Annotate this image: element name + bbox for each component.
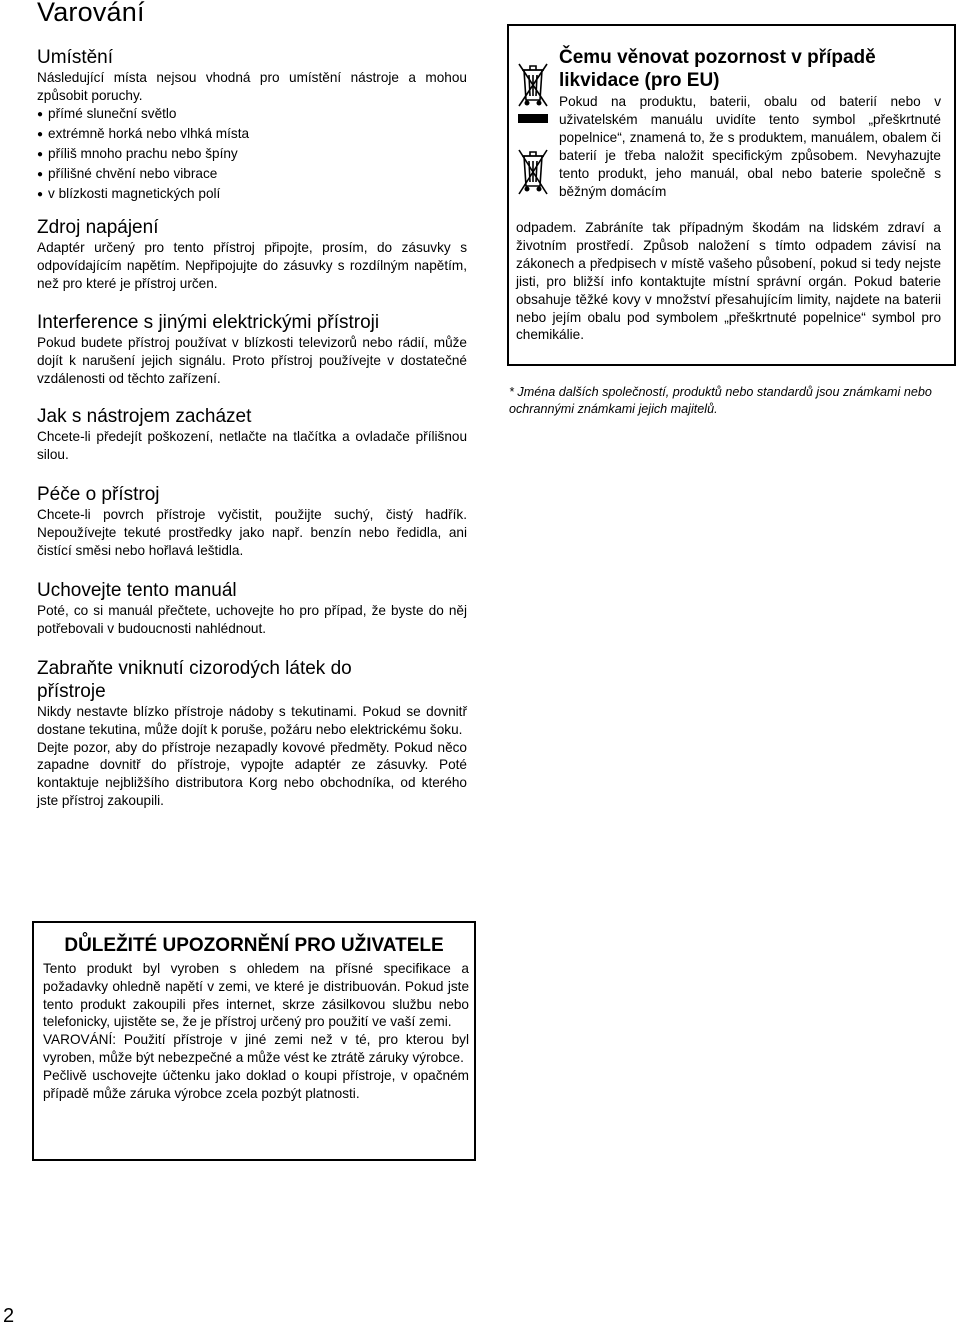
interference-body: Pokud budete přístroj používat v blízkosti televizorů nebo rádií, může dojít k narušení jejich signálu. Proto přístroj používejte v dostatečné vzdálenosti od těchto zařízení.: [37, 335, 467, 386]
page-number: 2: [3, 1305, 15, 1327]
section-handling: [37, 405, 467, 464]
section-title-handling: Jak s nástrojem zacházet: [37, 406, 252, 427]
notice-paragraph-3: Pečlivě uschovejte účtenku jako doklad o koupi přístroje, v opačném případě může záruka výrobce zcela pozbýt platnosti.: [43, 1067, 469, 1101]
notice-body: [43, 960, 469, 1102]
list-item: ● v blízkosti magnetických polí: [37, 185, 467, 205]
page-title: Varování: [37, 0, 145, 27]
keep-manual-body: Poté, co si manuál přečtete, uchovejte ho pro případ, že byste do něj potřebovali v budoucnosti nahlédnout.: [37, 603, 467, 636]
list-item: ● přílišné chvění nebo vibrace: [37, 165, 467, 185]
section-title-keep-manual: Uchovejte tento manuál: [37, 580, 237, 601]
care-body: Chcete-li povrch přístroje vyčistit, použijte suchý, čistý hadřík. Nepoužívejte tekuté prostředky jako např. benzín nebo ředidla, ani čistící směsi nebo hořlavá leštidla.: [37, 507, 467, 558]
notice-paragraph-1: Tento produkt byl vyroben s ohledem na přísné specifikace a požadavky ohledně napětí v zemi, ve které je distribuován. Pokud jste tento produkt zakoupili přes internet, skrze zásilkovou službu nebo telefonicky, ujistěte se, že je přístroj určený pro použití ve vaší zemi.: [43, 961, 469, 1030]
weee-body-top: Pokud na produktu, baterii, obalu od baterií nebo v uživatelském manuálu uvidíte tento symbol „přeškrtnuté popelnice“, znamená to, že s produktem, manuálem, obalem či baterií je třeba naložit specifickým způsobem. Nevyhazujte tento produkt, jeho manuál, obal nebo baterie společně s běžným domácím: [559, 94, 941, 199]
notice-paragraph-2: VAROVÁNÍ: Použití přístroje v jiné zemi než v té, pro kterou byl vyroben, může být nebezpečné a může vést ke ztrátě záruky výrobce.: [43, 1032, 469, 1065]
foreign-matter-body-2: Dejte pozor, aby do přístroje nezapadly kovové předměty. Pokud něco zapadne dovnitř do přístroje, vypojte adaptér ze zásuvky. Poté kontaktuje nejbližšího distributora Korg nebo obchodníka, od kterého jste přístroj zakoupili.: [37, 739, 467, 808]
list-item: ● příliš mnoho prachu nebo špíny: [37, 145, 467, 165]
power-body: Adaptér určený pro tento přístroj připojte, prosím, do zásuvky s odpovídajícím napětím. Nepřipojujte do zásuvky s rozdílným napětím, než pro které je přístroj určen.: [37, 240, 467, 291]
location-list: [37, 105, 467, 205]
location-intro: Následující místa nejsou vhodná pro umístění nástroje a mohou způsobit poruchy.: [37, 70, 467, 103]
section-title-location: Umístění: [37, 47, 114, 68]
trademark-footnote: * Jména dalších společností, produktů nebo standardů jsou známkami nebo ochrannými známkami jejich majitelů.: [509, 385, 932, 416]
weee-body-bottom: odpadem. Zabráníte tak případným škodám na lidském zdraví a životním prostředí. Způsob naložení s tímto odpadem závisí na zákonech a předpisech v místě vašeho působení, pokud si tedy nejste jisti, pro bližší info kontaktujte místní správní orgán. Pokud baterie obsahuje těžké kovy v množství přesahujícím limity, najdete na baterii nebo jejím obalu pod symbolem „přeškrtnuté popelnice“ symbol pro chemikálie.: [516, 220, 941, 343]
section-title-foreign-matter: Zabraňte vniknutí cizorodých látek do přístroje: [37, 658, 352, 702]
section-title-interference: Interference s jinými elektrickými přístroji: [37, 312, 380, 333]
list-item: ● přímé sluneční světlo: [37, 105, 467, 125]
weee-title: Čemu věnovat pozornost v případě likvidace (pro EU): [559, 47, 876, 91]
crossed-out-wheelie-bin-icon: [515, 148, 551, 198]
list-item: ● extrémně horká nebo vlhká místa: [37, 125, 467, 145]
section-title-care: Péče o přístroj: [37, 484, 160, 505]
foreign-matter-body-1: Nikdy nestavte blízko přístroje nádoby s tekutinami. Pokud se dovnitř dostane tekutina, může dojít k poruše, požáru nebo elektrickému šoku.: [37, 704, 467, 737]
section-title-power: Zdroj napájení: [37, 217, 159, 238]
notice-title: DŮLEŽITÉ UPOZORNĚNÍ PRO UŽIVATELE: [64, 935, 444, 956]
section-interference: [37, 311, 467, 387]
handling-body: Chcete-li předejít poškození, netlačte na tlačítka a ovladače přílišnou silou.: [37, 429, 467, 462]
crossed-out-wheelie-bin-with-bar-icon: [515, 58, 551, 130]
section-power: [37, 216, 467, 292]
section-foreign-matter: [37, 657, 467, 810]
section-care: [37, 483, 467, 559]
weee-disposal-box: [507, 24, 956, 366]
section-location: [37, 46, 467, 205]
section-keep-manual: [37, 579, 467, 638]
important-notice-box: [32, 921, 476, 1161]
